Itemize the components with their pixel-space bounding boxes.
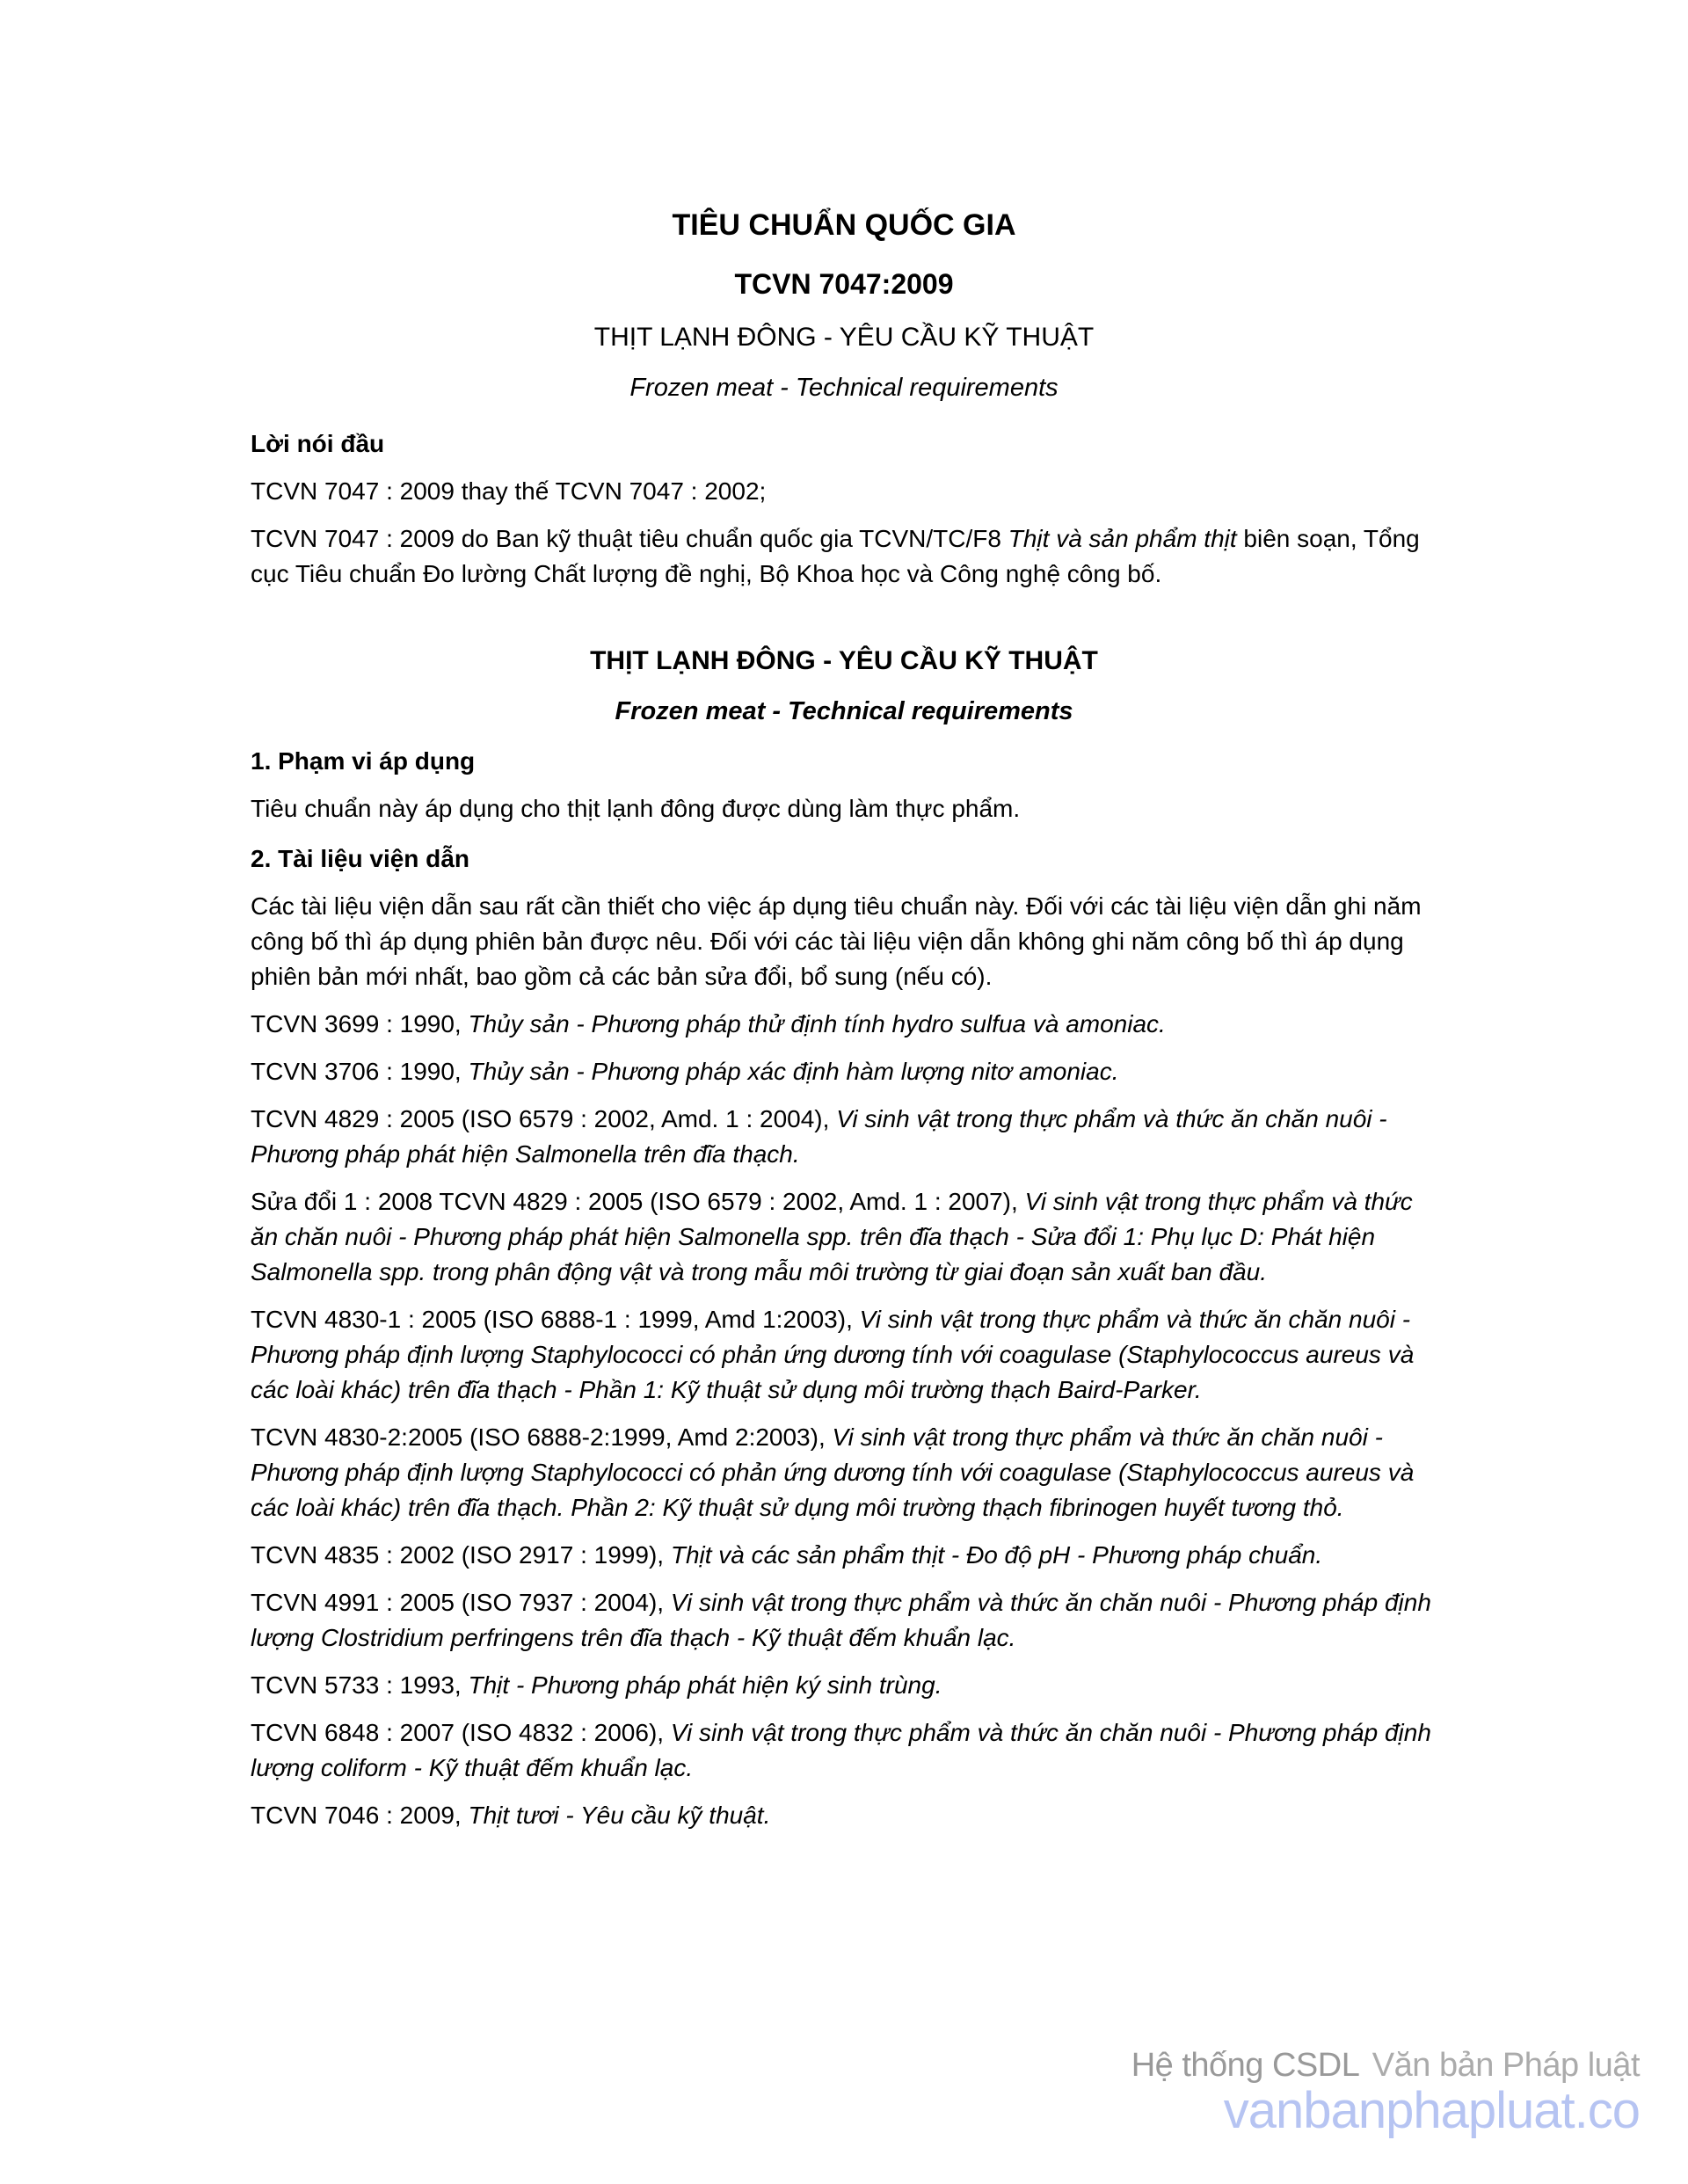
paragraph-text: TCVN 3706 : 1990,: [251, 1058, 469, 1085]
paragraph-text: biên soạn, Tổng cục Tiêu chuẩn Đo lường Chất lượng đề nghị, Bộ Khoa học và Công nghệ công bố.: [251, 525, 1420, 587]
paragraph-text: TCVN 6848 : 2007 (ISO 4832 : 2006),: [251, 1719, 671, 1746]
paragraph: [251, 889, 1437, 994]
standard-subtitle-en: Frozen meat - Technical requirements: [629, 374, 1059, 402]
section-heading: 2. Tài liệu viện dẫn: [251, 845, 469, 872]
watermark-vanban-text: Văn bản Pháp luật: [1372, 2047, 1640, 2084]
sections: [251, 744, 1437, 1833]
watermark-site-name: vanbanphapluat.co: [1223, 2082, 1640, 2139]
document-page: [251, 205, 1437, 1833]
paragraph: [251, 1585, 1437, 1656]
reference-title-text: Thủy sản - Phương pháp xác định hàm lượng nitơ amoniac.: [468, 1058, 1119, 1085]
reference-title-text: Vi sinh vật trong thực phẩm và thức ăn chăn nuôi - Phương pháp phát hiện Salmonella spp. trên đĩa thạch - Sửa đổi 1: Phụ lục D: Phát hiện Salmonella spp. trong phân động vật và trong mẫu môi trường từ giai đoạn sản xuất ban đầu.: [251, 1188, 1413, 1285]
paragraph-text: TCVN 5733 : 1993,: [251, 1671, 469, 1699]
reference-title-text: Vi sinh vật trong thực phẩm và thức ăn chăn nuôi - Phương pháp định lượng Staphylococci có phản ứng dương tính với coagulase (Staphylococcus aureus và các loài khác) trên đĩa thạch. Phần 2: Kỹ thuật sử dụng môi trường thạch fibrinogen huyết tương thỏ.: [251, 1423, 1415, 1521]
main-title-en: Frozen meat - Technical requirements: [615, 697, 1073, 725]
watermark: [1131, 2047, 1640, 2138]
reference-title-text: Thịt - Phương pháp phát hiện ký sinh trùng.: [468, 1671, 942, 1699]
foreword-paragraphs: [251, 474, 1437, 592]
paragraph: [251, 1184, 1437, 1290]
paragraph-text: TCVN 3699 : 1990,: [251, 1010, 469, 1037]
standard-title: TIÊU CHUẨN QUỐC GIA: [672, 208, 1016, 242]
paragraph-text: TCVN 7047 : 2009 thay thế TCVN 7047 : 2002;: [251, 477, 767, 505]
paragraph-text: TCVN 7046 : 2009,: [251, 1802, 469, 1829]
watermark-csdl-text: Hệ thống CSDL: [1131, 2047, 1360, 2084]
reference-title-text: Thịt tươi - Yêu cầu kỹ thuật.: [468, 1802, 771, 1829]
paragraph-text: Sửa đổi 1 : 2008 TCVN 4829 : 2005 (ISO 6579 : 2002, Amd. 1 : 2007),: [251, 1188, 1025, 1215]
reference-title-text: Thủy sản - Phương pháp thử định tính hydro sulfua và amoniac.: [468, 1010, 1166, 1037]
paragraph: [251, 1668, 1437, 1703]
paragraph: [251, 1420, 1437, 1525]
reference-title-text: Vi sinh vật trong thực phẩm và thức ăn chăn nuôi - Phương pháp định lượng Staphylococci có phản ứng dương tính với coagulase (Staphylococcus aureus và các loài khác) trên đĩa thạch - Phần 1: Kỹ thuật sử dụng môi trường thạch Baird-Parker.: [251, 1306, 1415, 1403]
paragraph-text: TCVN 4835 : 2002 (ISO 2917 : 1999),: [251, 1541, 671, 1569]
standard-code: TCVN 7047:2009: [734, 268, 954, 300]
paragraph-text: TCVN 4991 : 2005 (ISO 7937 : 2004),: [251, 1589, 671, 1616]
main-title-vi: THỊT LẠNH ĐÔNG - YÊU CẦU KỸ THUẬT: [590, 646, 1098, 675]
paragraph: [251, 521, 1437, 592]
reference-title-text: Vi sinh vật trong thực phẩm và thức ăn chăn nuôi - Phương pháp định lượng coliform - Kỹ thuật đếm khuẩn lạc.: [251, 1719, 1431, 1781]
paragraph: [251, 1715, 1437, 1786]
paragraph-text: TCVN 4829 : 2005 (ISO 6579 : 2002, Amd. 1 : 2004),: [251, 1105, 837, 1132]
paragraph: [251, 1007, 1437, 1042]
standard-subtitle-vi: THỊT LẠNH ĐÔNG - YÊU CẦU KỸ THUẬT: [593, 323, 1095, 352]
paragraph: [251, 791, 1437, 826]
paragraph: [251, 1302, 1437, 1408]
paragraph-text: TCVN 7047 : 2009 do Ban kỹ thuật tiêu chuẩn quốc gia TCVN/TC/F8: [251, 525, 1008, 552]
paragraph-text: TCVN 4830-1 : 2005 (ISO 6888-1 : 1999, Amd 1:2003),: [251, 1306, 860, 1333]
watermark-system-label: [1131, 2047, 1640, 2084]
reference-title-text: Thịt và các sản phẩm thịt - Đo độ pH - Phương pháp chuẩn.: [670, 1541, 1323, 1569]
paragraph: [251, 474, 1437, 509]
section-heading: 1. Phạm vi áp dụng: [251, 747, 476, 775]
paragraph-text: Tiêu chuẩn này áp dụng cho thịt lạnh đông được dùng làm thực phẩm.: [251, 795, 1021, 822]
reference-title-text: Vi sinh vật trong thực phẩm và thức ăn chăn nuôi - Phương pháp định lượng Clostridium perfringens trên đĩa thạch - Kỹ thuật đếm khuẩn lạc.: [251, 1589, 1431, 1651]
paragraph: [251, 1054, 1437, 1089]
paragraph-text: Các tài liệu viện dẫn sau rất cần thiết cho việc áp dụng tiêu chuẩn này. Đối với các tài liệu viện dẫn ghi năm công bố thì áp dụng phiên bản được nêu. Đối với các tài liệu viện dẫn không ghi năm công bố thì áp dụng phiên bản mới nhất, bao gồm cả các bản sửa đổi, bổ sung (nếu có).: [251, 892, 1422, 990]
paragraph-text: TCVN 4830-2:2005 (ISO 6888-2:1999, Amd 2:2003),: [251, 1423, 833, 1451]
paragraph: [251, 1102, 1437, 1172]
reference-title-text: Thịt và sản phẩm thịt: [1008, 525, 1237, 552]
paragraph: [251, 1538, 1437, 1573]
paragraph: [251, 1798, 1437, 1833]
reference-title-text: Vi sinh vật trong thực phẩm và thức ăn chăn nuôi - Phương pháp phát hiện Salmonella trên đĩa thạch.: [251, 1105, 1387, 1168]
foreword-heading: Lời nói đầu: [251, 430, 385, 457]
